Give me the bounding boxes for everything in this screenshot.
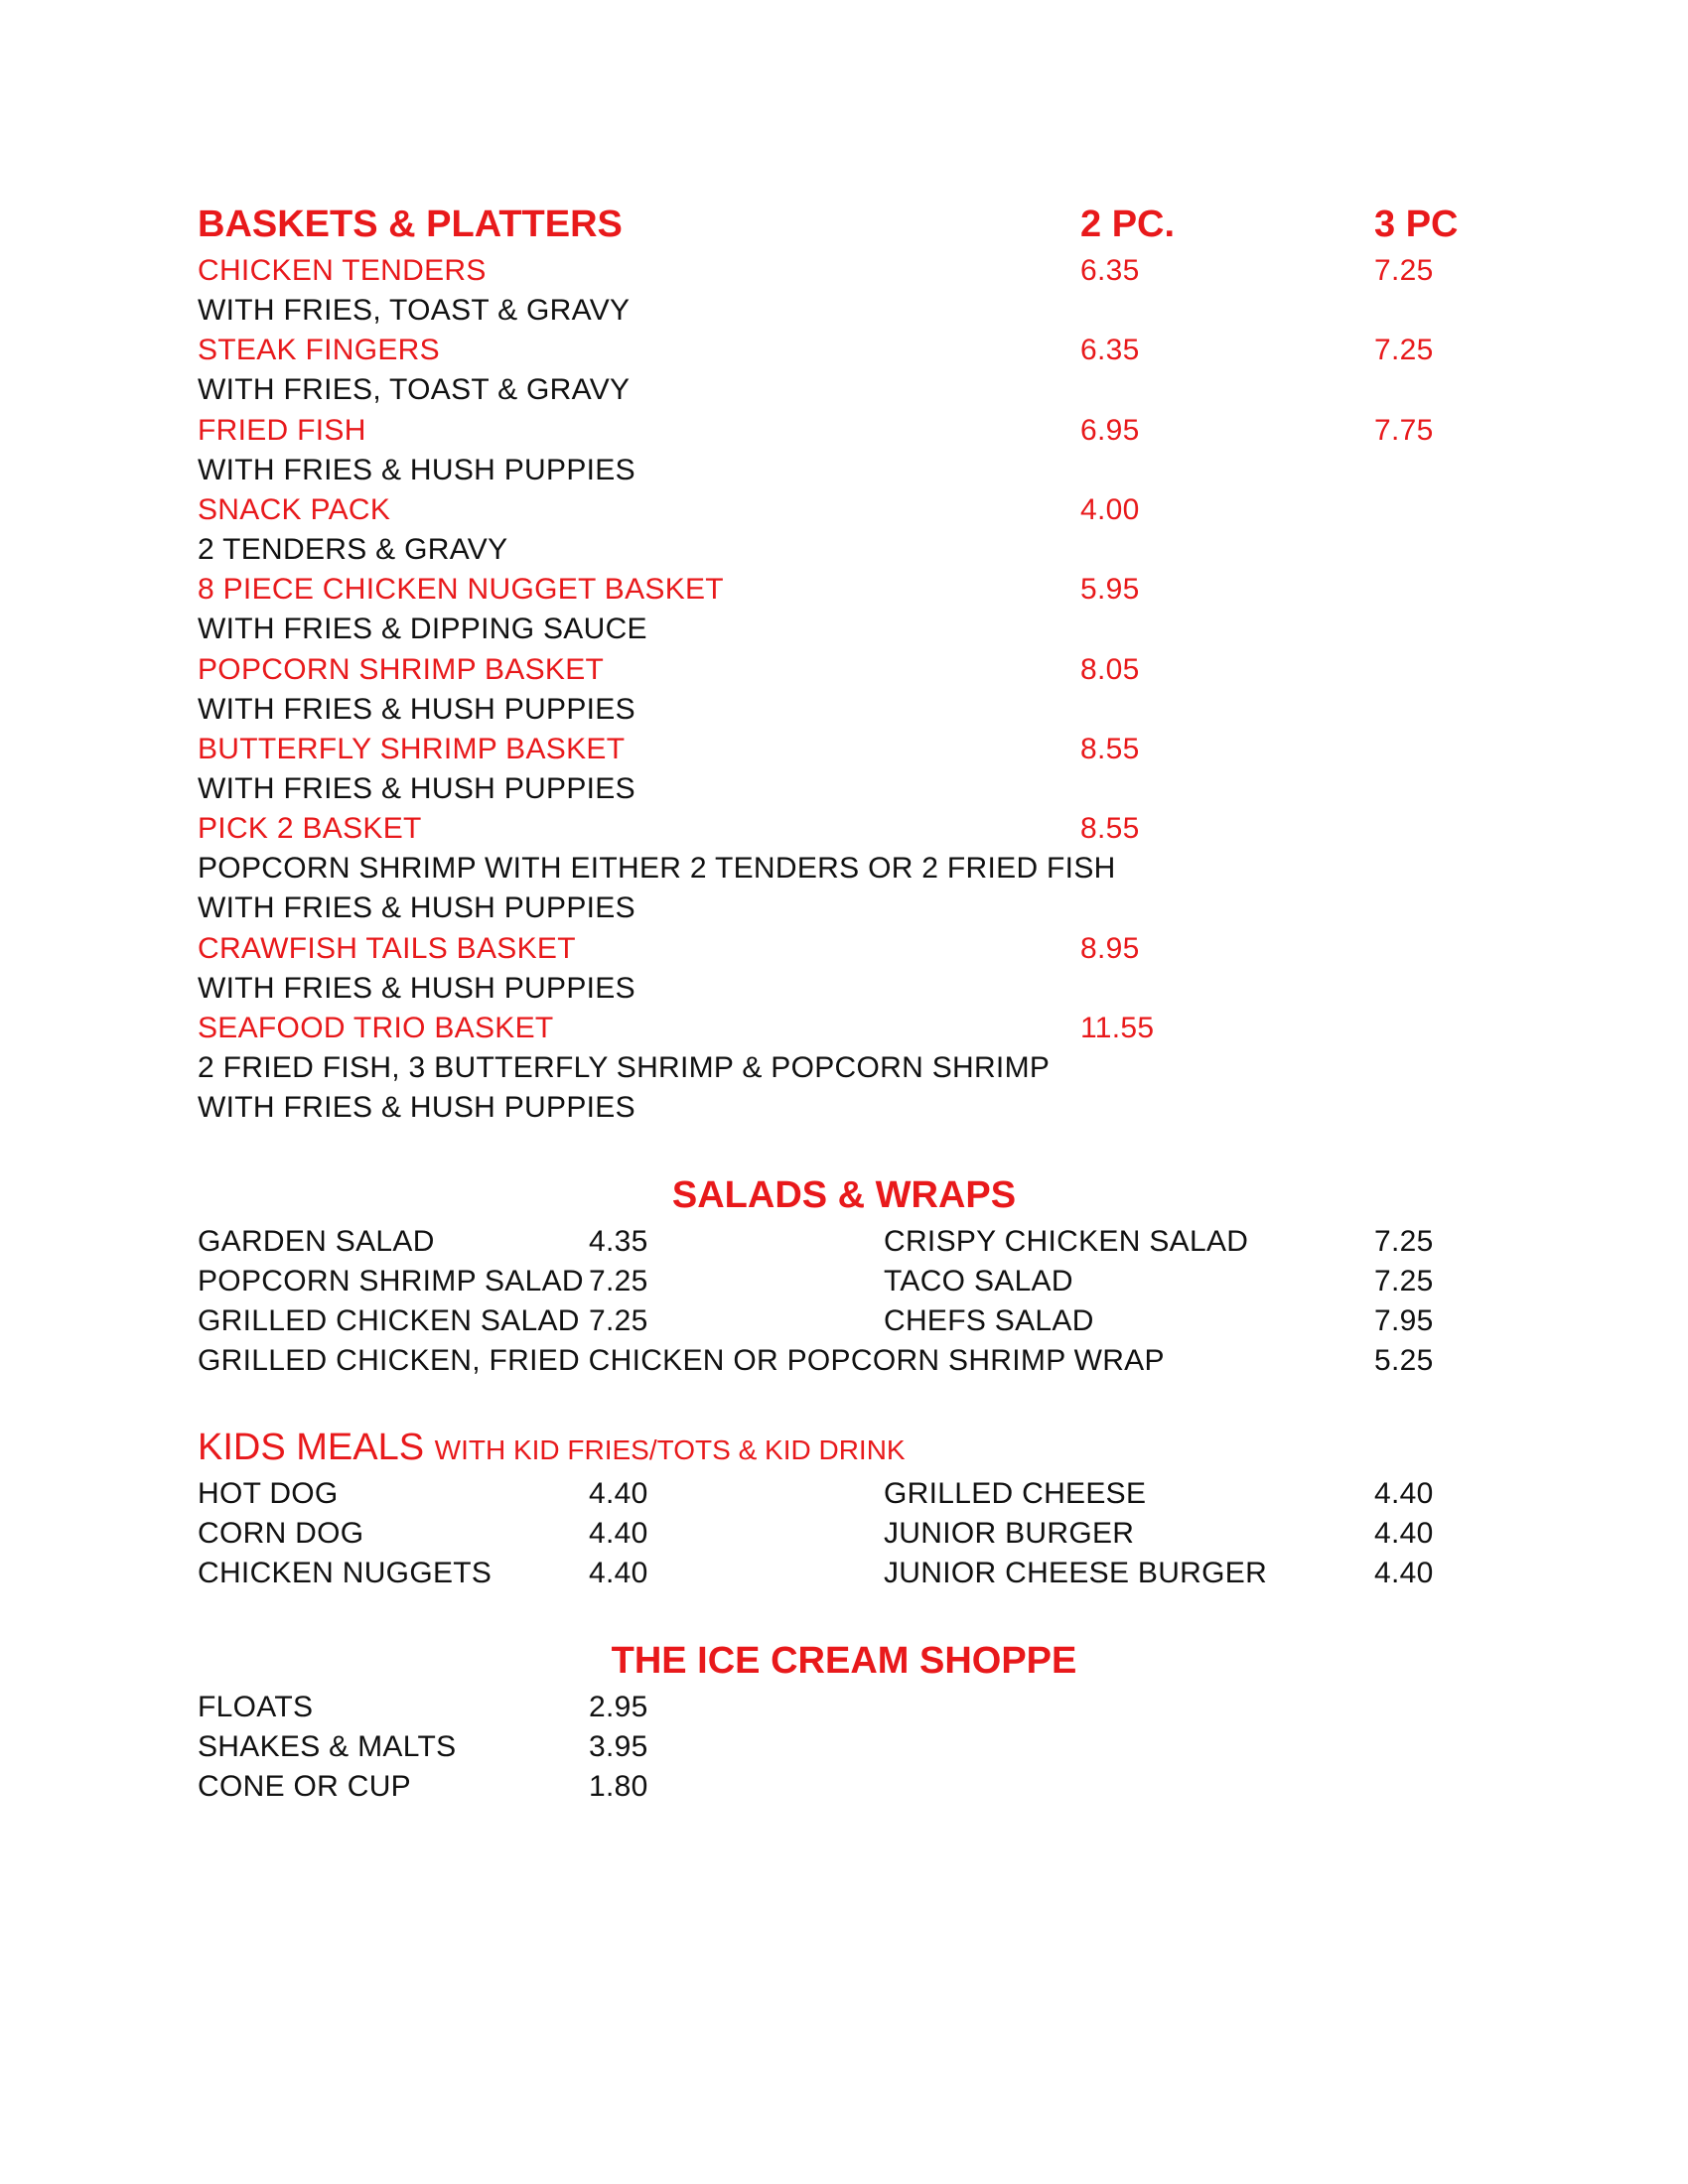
basket-item-price-2pc: 11.55 [1080, 1012, 1155, 1044]
icecream-item-name: SHAKES & MALTS [198, 1730, 457, 1763]
basket-item-name: PICK 2 BASKET [198, 812, 422, 845]
icecream-item-name: CONE OR CUP [198, 1770, 411, 1803]
basket-item-desc: 2 TENDERS & GRAVY [198, 533, 508, 566]
kids-header [198, 1424, 906, 1474]
kids-item-name: HOT DOG [198, 1477, 339, 1510]
kids-subtitle: WITH KID FRIES/TOTS & KID DRINK [434, 1434, 906, 1465]
basket-item-price-2pc: 8.05 [1080, 653, 1140, 686]
basket-item-desc: POPCORN SHRIMP WITH EITHER 2 TENDERS OR 2 FRIED FISH [198, 852, 1116, 885]
wrap-item-price: 5.25 [1374, 1344, 1434, 1377]
basket-item-name: CRAWFISH TAILS BASKET [198, 932, 576, 965]
basket-item-price-2pc: 6.95 [1080, 414, 1140, 447]
kids-item-name: CHICKEN NUGGETS [198, 1557, 492, 1589]
kids-item-price: 4.40 [589, 1517, 648, 1550]
kids-item-price: 4.40 [1374, 1477, 1434, 1510]
basket-item-name: CHICKEN TENDERS [198, 254, 487, 287]
salad-item-price: 7.25 [589, 1265, 648, 1297]
basket-item-name: SNACK PACK [198, 493, 391, 526]
basket-item-name: FRIED FISH [198, 414, 366, 447]
salad-item-name: CHEFS SALAD [884, 1304, 1094, 1337]
basket-item-name: BUTTERFLY SHRIMP BASKET [198, 733, 626, 765]
salad-item-price: 4.35 [589, 1225, 648, 1258]
kids-item-name: JUNIOR BURGER [884, 1517, 1135, 1550]
salad-item-name: GRILLED CHICKEN SALAD [198, 1304, 580, 1337]
kids-item-name: JUNIOR CHEESE BURGER [884, 1557, 1268, 1589]
basket-item-price-3pc: 7.25 [1374, 334, 1434, 366]
kids-item-name: GRILLED CHEESE [884, 1477, 1147, 1510]
kids-item-price: 4.40 [1374, 1557, 1434, 1589]
icecream-item-price: 1.80 [589, 1770, 648, 1803]
basket-item-desc: WITH FRIES & DIPPING SAUCE [198, 613, 647, 645]
icecream-item-price: 2.95 [589, 1691, 648, 1723]
basket-item-desc: WITH FRIES, TOAST & GRAVY [198, 294, 631, 327]
basket-item-desc: 2 FRIED FISH, 3 BUTTERFLY SHRIMP & POPCORN SHRIMP [198, 1051, 1051, 1084]
kids-item-price: 4.40 [589, 1477, 648, 1510]
salad-item-price: 7.25 [1374, 1265, 1434, 1297]
basket-item-price-2pc: 8.95 [1080, 932, 1140, 965]
basket-item-price-2pc: 8.55 [1080, 812, 1140, 845]
kids-title: KIDS MEALS [198, 1427, 425, 1468]
icecream-item-price: 3.95 [589, 1730, 648, 1763]
basket-item-price-2pc: 6.35 [1080, 334, 1140, 366]
basket-item-desc: WITH FRIES & HUSH PUPPIES [198, 891, 635, 924]
salad-item-name: TACO SALAD [884, 1265, 1073, 1297]
kids-item-price: 4.40 [589, 1557, 648, 1589]
basket-item-name: SEAFOOD TRIO BASKET [198, 1012, 554, 1044]
icecream-item-name: FLOATS [198, 1691, 314, 1723]
basket-item-name: 8 PIECE CHICKEN NUGGET BASKET [198, 573, 724, 606]
icecream-title: THE ICE CREAM SHOPPE [611, 1640, 1077, 1682]
salads-title: SALADS & WRAPS [671, 1174, 1017, 1216]
salad-item-name: GARDEN SALAD [198, 1225, 435, 1258]
wrap-item-name: GRILLED CHICKEN, FRIED CHICKEN OR POPCORN SHRIMP WRAP [198, 1344, 1165, 1377]
basket-item-desc: WITH FRIES & HUSH PUPPIES [198, 772, 635, 805]
basket-item-desc: WITH FRIES & HUSH PUPPIES [198, 693, 635, 726]
salad-item-name: POPCORN SHRIMP SALAD [198, 1265, 584, 1297]
baskets-col-3pc-header: 3 PC [1374, 204, 1459, 245]
basket-item-price-3pc: 7.75 [1374, 414, 1434, 447]
baskets-col-2pc-header: 2 PC. [1080, 204, 1176, 245]
salad-item-name: CRISPY CHICKEN SALAD [884, 1225, 1249, 1258]
basket-item-price-2pc: 6.35 [1080, 254, 1140, 287]
basket-item-desc: WITH FRIES, TOAST & GRAVY [198, 373, 631, 406]
baskets-title: BASKETS & PLATTERS [198, 204, 623, 245]
basket-item-price-2pc: 8.55 [1080, 733, 1140, 765]
basket-item-name: POPCORN SHRIMP BASKET [198, 653, 605, 686]
basket-item-price-2pc: 5.95 [1080, 573, 1140, 606]
basket-item-price-3pc: 7.25 [1374, 254, 1434, 287]
salad-item-price: 7.25 [1374, 1225, 1434, 1258]
salad-item-price: 7.25 [589, 1304, 648, 1337]
basket-item-name: STEAK FINGERS [198, 334, 440, 366]
kids-item-name: CORN DOG [198, 1517, 364, 1550]
kids-item-price: 4.40 [1374, 1517, 1434, 1550]
basket-item-desc: WITH FRIES & HUSH PUPPIES [198, 972, 635, 1005]
salad-item-price: 7.95 [1374, 1304, 1434, 1337]
basket-item-desc: WITH FRIES & HUSH PUPPIES [198, 454, 635, 486]
basket-item-desc: WITH FRIES & HUSH PUPPIES [198, 1091, 635, 1124]
basket-item-price-2pc: 4.00 [1080, 493, 1140, 526]
